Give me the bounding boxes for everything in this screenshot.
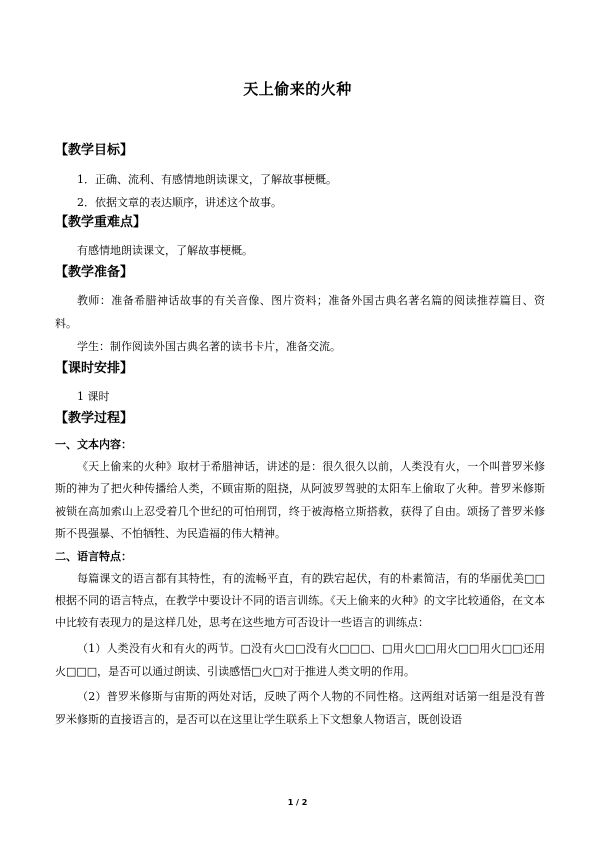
preparation-student: 学生：制作阅读外国古典名著的读书卡片，准备交流。 — [77, 340, 341, 353]
process-point-1: （1）人类没有火和有火的两节。□没有火□□没有火□□□、□用火□□用火□□用火□□还用火□□□，是否可以通过朗读、引读感悟□火□对于推进人类文明的作用。 — [55, 641, 545, 678]
key-points-text: 有感情地朗读课文，了解故事梗概。 — [77, 244, 253, 257]
document-body — [55, 142, 545, 731]
section-heading-goals: 【教学目标】 — [55, 143, 134, 158]
process-part1-text: 《天上偷来的火种》取材于希腊神话，讲述的是：很久很久以前，人类没有火，一个叫普罗米修斯的神为了把火种传播给人类，不顾宙斯的阻挠，从阿波罗驾驶的太阳车上偷取了火种。普罗米修斯被锁在高加索山上忍受着几个世纪的可怕刑罚，终于被海格立斯搭救，获得了自由。颂扬了普罗米修斯不畏强暴、不怕牺牲、为民造福的伟大精神。 — [55, 460, 545, 541]
process-point-2: （2）普罗米修斯与宙斯的两处对话，反映了两个人物的不同性格。这两组对话第一组是没有普罗米修斯的直接语言的，是否可以在这里让学生联系上下文想象人物语言，既创设语 — [55, 689, 545, 726]
process-part2-heading: 二、语言特点： — [55, 549, 132, 563]
process-part2-text: 每篇课文的语言都有其特性，有的流畅平直，有的跌宕起伏，有的朴素简洁，有的华丽优美□□根据不同的语言特点，在教学中要设计不同的语言训练。《天上偷来的火种》的文字比较通俗，在文本中比较有表现力的是这样几处，思考在这些地方可否设计一些语言的训练点： — [55, 571, 545, 630]
process-part1-heading: 一、文本内容： — [55, 438, 132, 451]
goal-item-2: 2．依据文章的表达顺序，讲述这个故事。 — [77, 196, 282, 209]
page-title: 天上偷来的火种 — [243, 80, 352, 98]
preparation-teacher: 教师：准备希腊神话故事的有关音像、图片资料；准备外国古典名著名篇的阅读推荐篇目、资料。 — [55, 294, 545, 330]
schedule-text: 1 课时 — [77, 390, 110, 403]
section-heading-schedule: 【课时安排】 — [55, 361, 134, 376]
page-number: 1 / 2 — [287, 798, 308, 807]
goal-item-1: 1．正确、流利、有感情地朗读课文，了解故事梗概。 — [77, 173, 337, 186]
section-heading-key-points: 【教学重难点】 — [55, 215, 147, 230]
section-heading-preparation: 【教学准备】 — [55, 265, 134, 280]
section-heading-process: 【教学过程】 — [55, 411, 134, 426]
